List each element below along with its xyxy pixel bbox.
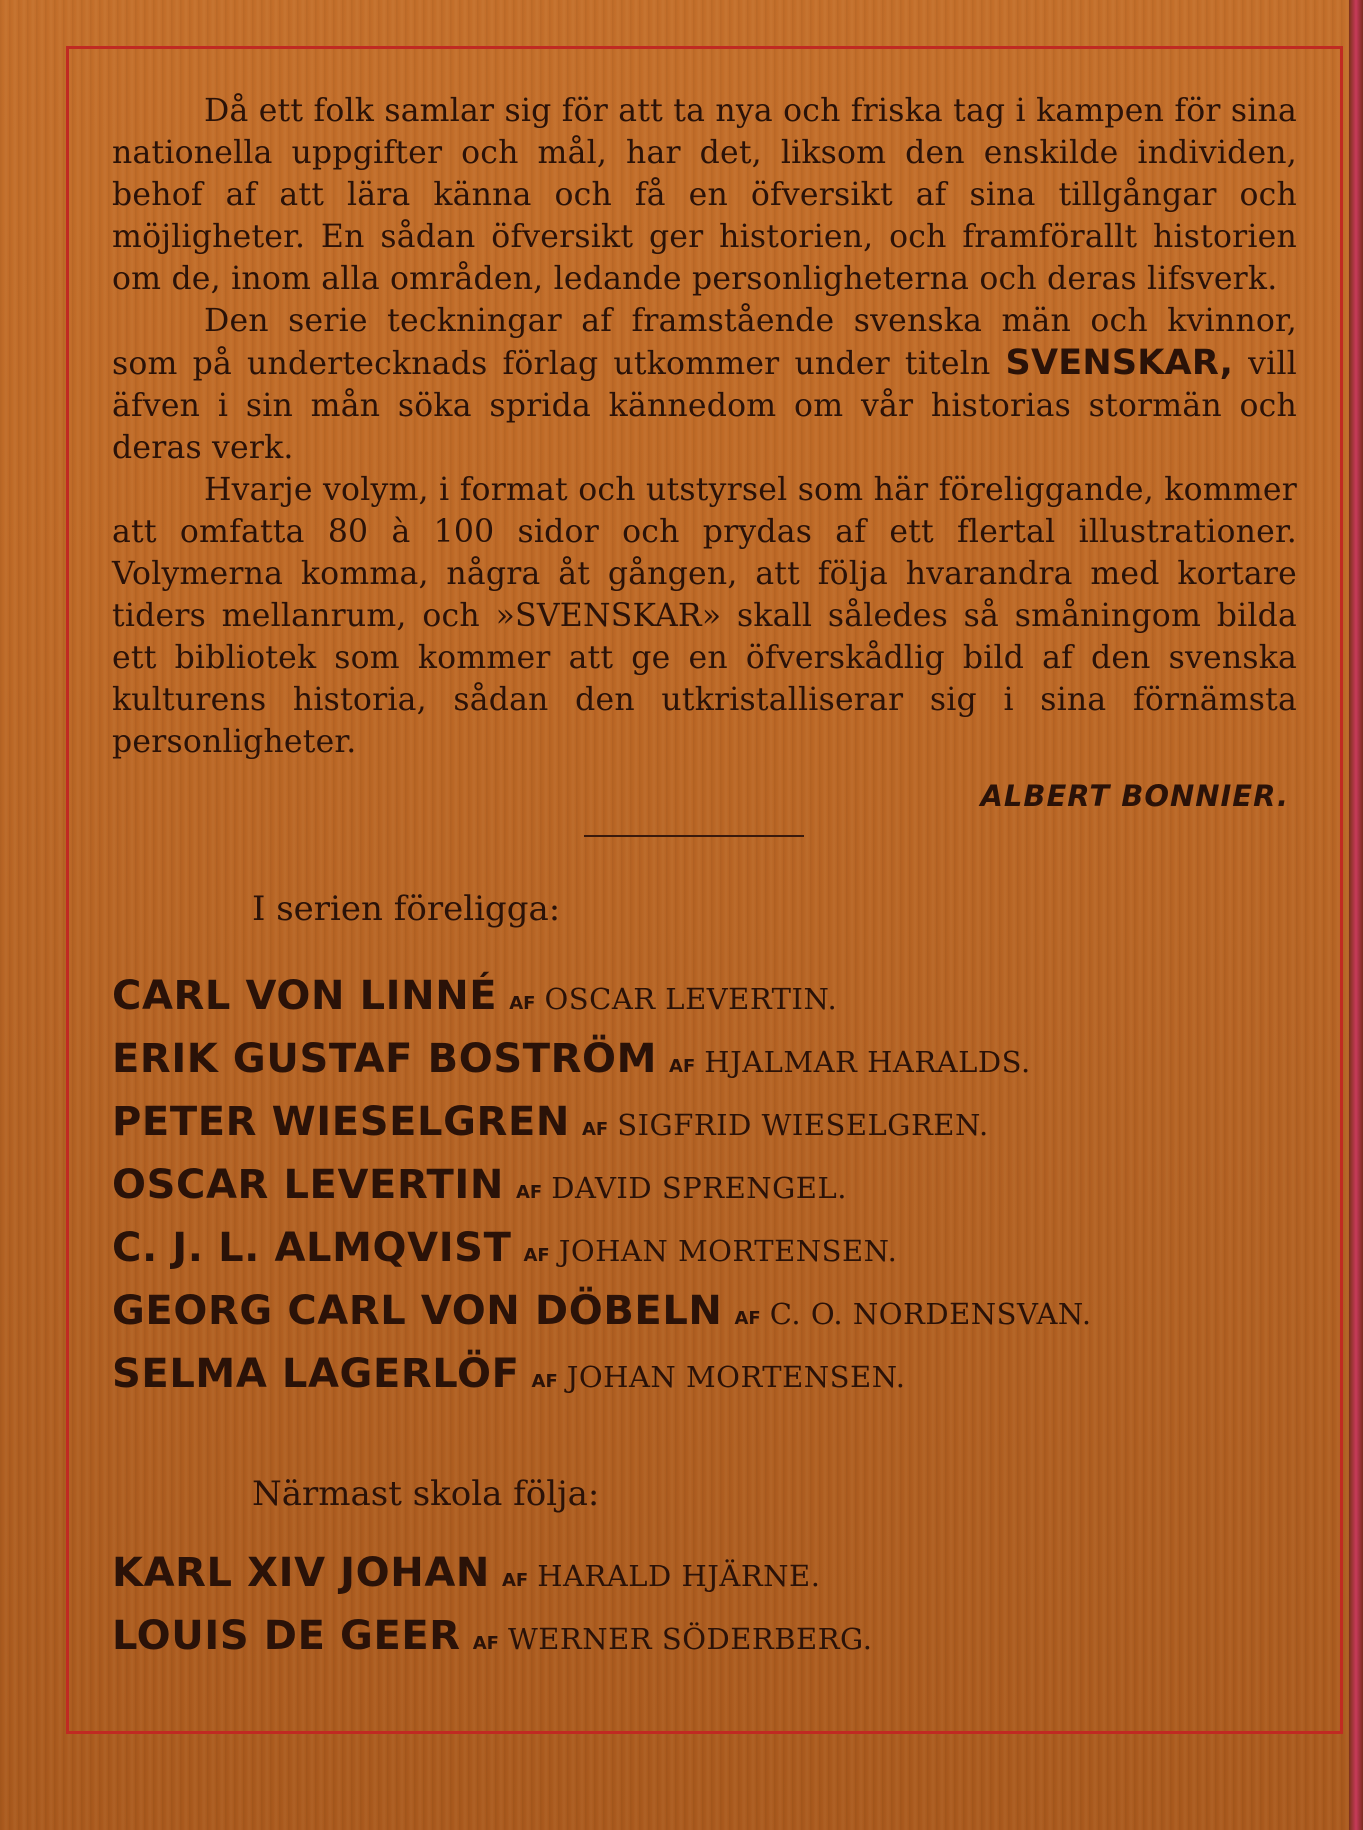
af-label: AF — [669, 1056, 696, 1077]
book-entry — [112, 965, 1297, 1028]
book-subject: PETER WIESELGREN — [112, 1099, 570, 1145]
book-entry — [112, 1154, 1297, 1217]
publisher-signature: ALBERT BONNIER. — [980, 779, 1289, 813]
book-author: HJALMAR HARALDS. — [704, 1045, 1031, 1079]
book-entry — [112, 1217, 1297, 1280]
book-author: DAVID SPRENGEL. — [551, 1171, 847, 1205]
book-entry — [112, 1280, 1297, 1343]
af-label: AF — [501, 1570, 529, 1591]
af-label: AF — [509, 993, 536, 1014]
book-author: HARALD HJÄRNE. — [537, 1559, 821, 1593]
af-label: AF — [472, 1633, 499, 1654]
af-label: AF — [531, 1371, 558, 1392]
book-author: WERNER SÖDERBERG. — [507, 1622, 873, 1656]
divider-rule — [584, 835, 804, 837]
book-subject: LOUIS DE GEER — [112, 1613, 461, 1659]
book-author: JOHAN MORTENSEN. — [566, 1360, 906, 1394]
book-author: OSCAR LEVERTIN. — [544, 982, 838, 1016]
af-label: AF — [581, 1119, 609, 1140]
book-subject: GEORG CARL VON DÖBELN — [112, 1288, 723, 1334]
book-subject: CARL VON LINNÉ — [112, 973, 498, 1019]
book-entry — [112, 1542, 1297, 1605]
book-subject: KARL XIV JOHAN — [112, 1550, 490, 1596]
book-entry — [112, 1605, 1297, 1668]
af-label: AF — [734, 1308, 761, 1329]
published-heading: I serien föreligga: — [252, 889, 561, 929]
published-list — [112, 965, 1297, 1406]
book-author: C. O. NORDENSVAN. — [769, 1297, 1092, 1331]
book-entry — [112, 1091, 1297, 1154]
book-entry — [112, 1028, 1297, 1091]
series-title: SVENSKAR, — [1005, 343, 1234, 383]
series-text-after: vill äfven i sin mån söka sprida kännedom om vår historias stormän och deras verk. — [112, 346, 1297, 466]
book-subject: OSCAR LEVERTIN — [112, 1162, 504, 1208]
upcoming-heading: Närmast skola följa: — [252, 1474, 600, 1514]
volume-paragraph — [112, 469, 1297, 763]
spine-edge — [1349, 0, 1363, 1830]
af-label: AF — [523, 1245, 550, 1266]
series-paragraph — [112, 300, 1297, 469]
book-subject: SELMA LAGERLÖF — [112, 1351, 520, 1397]
cover-text — [112, 90, 1297, 1668]
book-subject: C. J. L. ALMQVIST — [112, 1225, 512, 1271]
book-entry — [112, 1343, 1297, 1406]
intro-paragraph — [112, 90, 1297, 300]
volume-text: Hvarje volym, i format och utstyrsel som här föreliggande, kommer att omfatta 80 à 100 sidor och prydas af ett flertal illustrationer. Volymerna komma, några åt gången, att följa hvarandra med kortare tiders mellanrum, och »SVENSKAR» skall således så småningom bilda ett bibliotek som kommer att ge en öfverskådlig bild af den svenska kulturens historia, sådan den utkristalliserar sig i sina förnämsta personligheter. — [112, 472, 1297, 760]
af-label: AF — [516, 1182, 543, 1203]
book-subject: ERIK GUSTAF BOSTRÖM — [112, 1036, 658, 1082]
book-author: SIGFRID WIESELGREN. — [617, 1108, 989, 1142]
intro-text: Då ett folk samlar sig för att ta nya och friska tag i kampen för sina nationella uppgifter och mål, har det, liksom den enskilde individen, behof af att lära känna och få en öfversikt af sina tillgångar och möjligheter. En sådan öfversikt ger historien, och framförallt historien om de, inom alla områden, ledande personligheterna och deras lifsverk. — [112, 93, 1297, 297]
book-author: JOHAN MORTENSEN. — [558, 1234, 898, 1268]
upcoming-list — [112, 1542, 1297, 1668]
series-text-before: Den serie teckningar af framstående svenska män och kvinnor, som på undertecknads förlag utkommer under titeln — [112, 303, 1297, 382]
